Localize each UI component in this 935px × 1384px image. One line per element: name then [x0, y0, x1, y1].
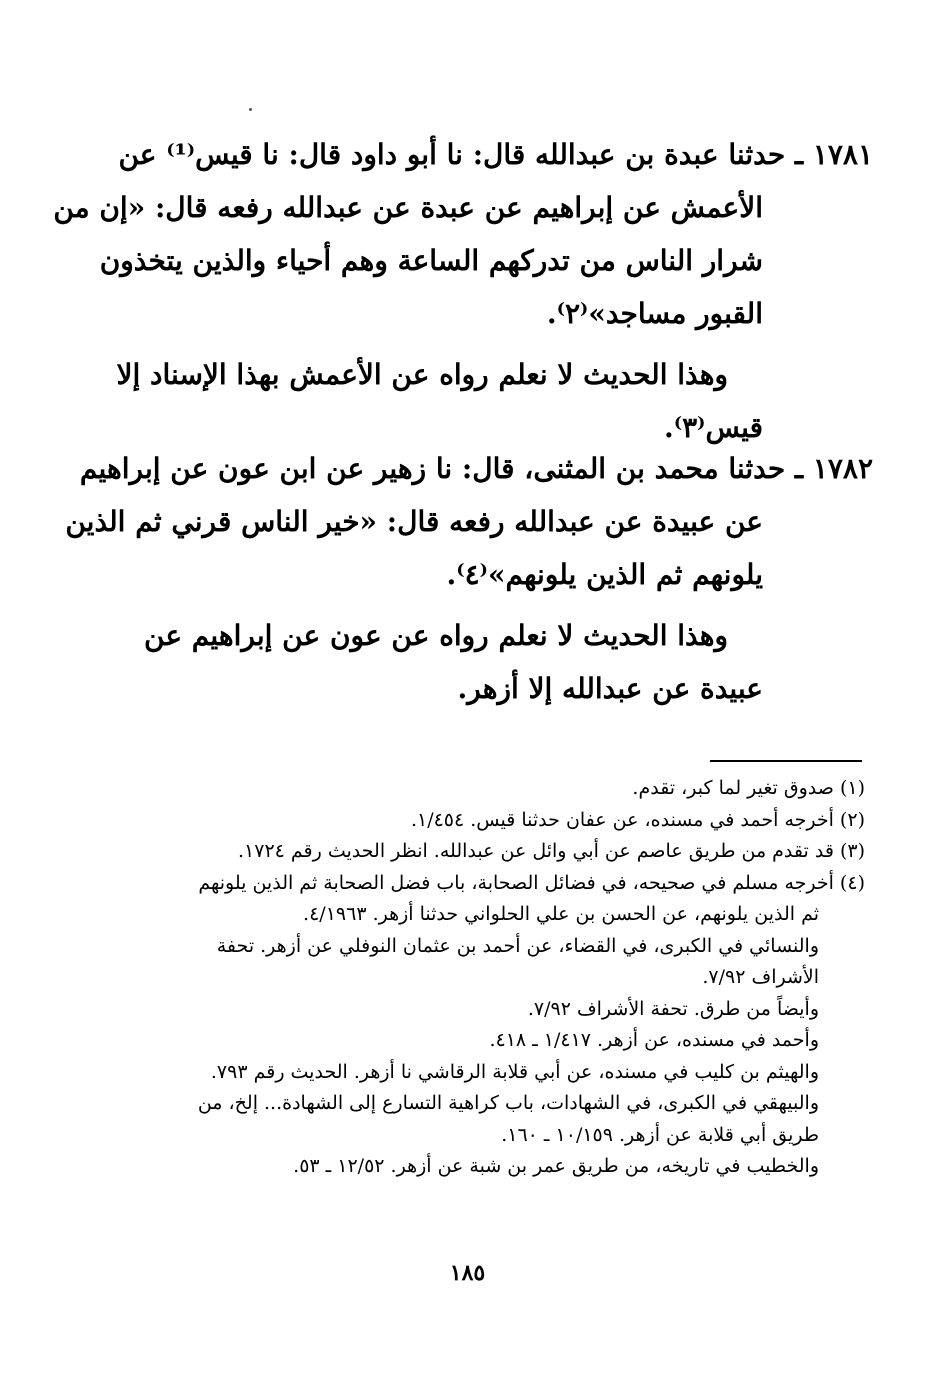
footnote-line: والخطيب في تاريخه، من طريق عمر بن شبة عن أزهر. ١٢/٥٢ ـ ٥٣.: [293, 1155, 819, 1177]
footnote-line: والهيثم بن كليب في مسنده، عن أبي قلابة الرقاشي نا أزهر. الحديث رقم ٧٩٣.: [210, 1060, 819, 1083]
footnote-line: والنسائي في الكبرى، في القضاء، عن أحمد بن عثمان النوفلي عن أزهر. تحفة: [216, 934, 819, 957]
print-speck: [249, 108, 252, 111]
footnote-line: (١) صدوق تغير لما كبر، تقدم.: [632, 777, 865, 799]
footnote-line: الأشراف ٧/٩٢.: [702, 966, 819, 988]
footnote-separator: [710, 760, 862, 762]
hadith-1782: [65, 442, 873, 715]
footnote-line: والبيهقي في الكبرى، في الشهادات، باب كراهية التسارع إلى الشهادة... إلخ، من: [197, 1092, 819, 1114]
hadith-line: ١٧٨٢ ـ حدثنا محمد بن المثنى، قال: نا زهير عن ابن عون عن إبراهيم: [79, 452, 873, 485]
hadith-line: يلونهم ثم الذين يلونهم»⁽٤⁾.: [446, 558, 763, 591]
page-number: ١٨٥: [449, 1260, 486, 1286]
footnote-line: وأيضاً من طرق. تحفة الأشراف ٧/٩٢.: [527, 997, 819, 1020]
footnote-line: ثم الذين يلونهم، عن الحسن بن علي الحلواني حدثنا أزهر. ٤/١٩٦٣.: [303, 903, 819, 925]
footnote-line: (٤) أخرجه مسلم في صحيحه، في فضائل الصحابة، باب فضل الصحابة ثم الذين يلونهم: [198, 871, 865, 894]
footnote-line: طريق أبي قلابة عن أزهر. ١٠/١٥٩ ـ ١٦٠.: [501, 1123, 819, 1146]
hadith-comment-line: وهذا الحديث لا نعلم رواه عن عون عن إبراهيم عن: [144, 619, 728, 652]
hadith-1781: [53, 128, 873, 454]
footnote-line: (٢) أخرجه أحمد في مسنده، عن عفان حدثنا قيس. ١/٤٥٤.: [410, 808, 865, 831]
footnotes: [165, 773, 865, 1183]
hadith-line: عن عبيدة عن عبدالله رفعه قال: «خير الناس قرني ثم الذين: [65, 505, 763, 538]
hadith-comment-line: عبيدة عن عبدالله إلا أزهر.: [457, 672, 763, 705]
footnote-line: (٣) قد تقدم من طريق عاصم عن أبي وائل عن عبدالله. انظر الحديث رقم ١٧٢٤.: [237, 840, 865, 862]
hadith-line: شرار الناس من تدركهم الساعة وهم أحياء والذين يتخذون: [99, 244, 763, 277]
hadith-line: القبور مساجد»⁽٢⁾.: [546, 297, 763, 330]
hadith-line: ١٧٨١ ـ حدثنا عبدة بن عبدالله قال: نا أبو داود قال: نا قيس⁽¹⁾ عن: [118, 138, 873, 171]
hadith-comment-line: قيس⁽٣⁾.: [663, 411, 763, 444]
hadith-line: الأعمش عن إبراهيم عن عبدة عن عبدالله رفعه قال: «إن من: [53, 191, 763, 224]
footnote-line: وأحمد في مسنده، عن أزهر. ١/٤١٧ ـ ٤١٨.: [489, 1029, 819, 1051]
hadith-comment-line: وهذا الحديث لا نعلم رواه عن الأعمش بهذا الإسناد إلا: [116, 358, 728, 391]
